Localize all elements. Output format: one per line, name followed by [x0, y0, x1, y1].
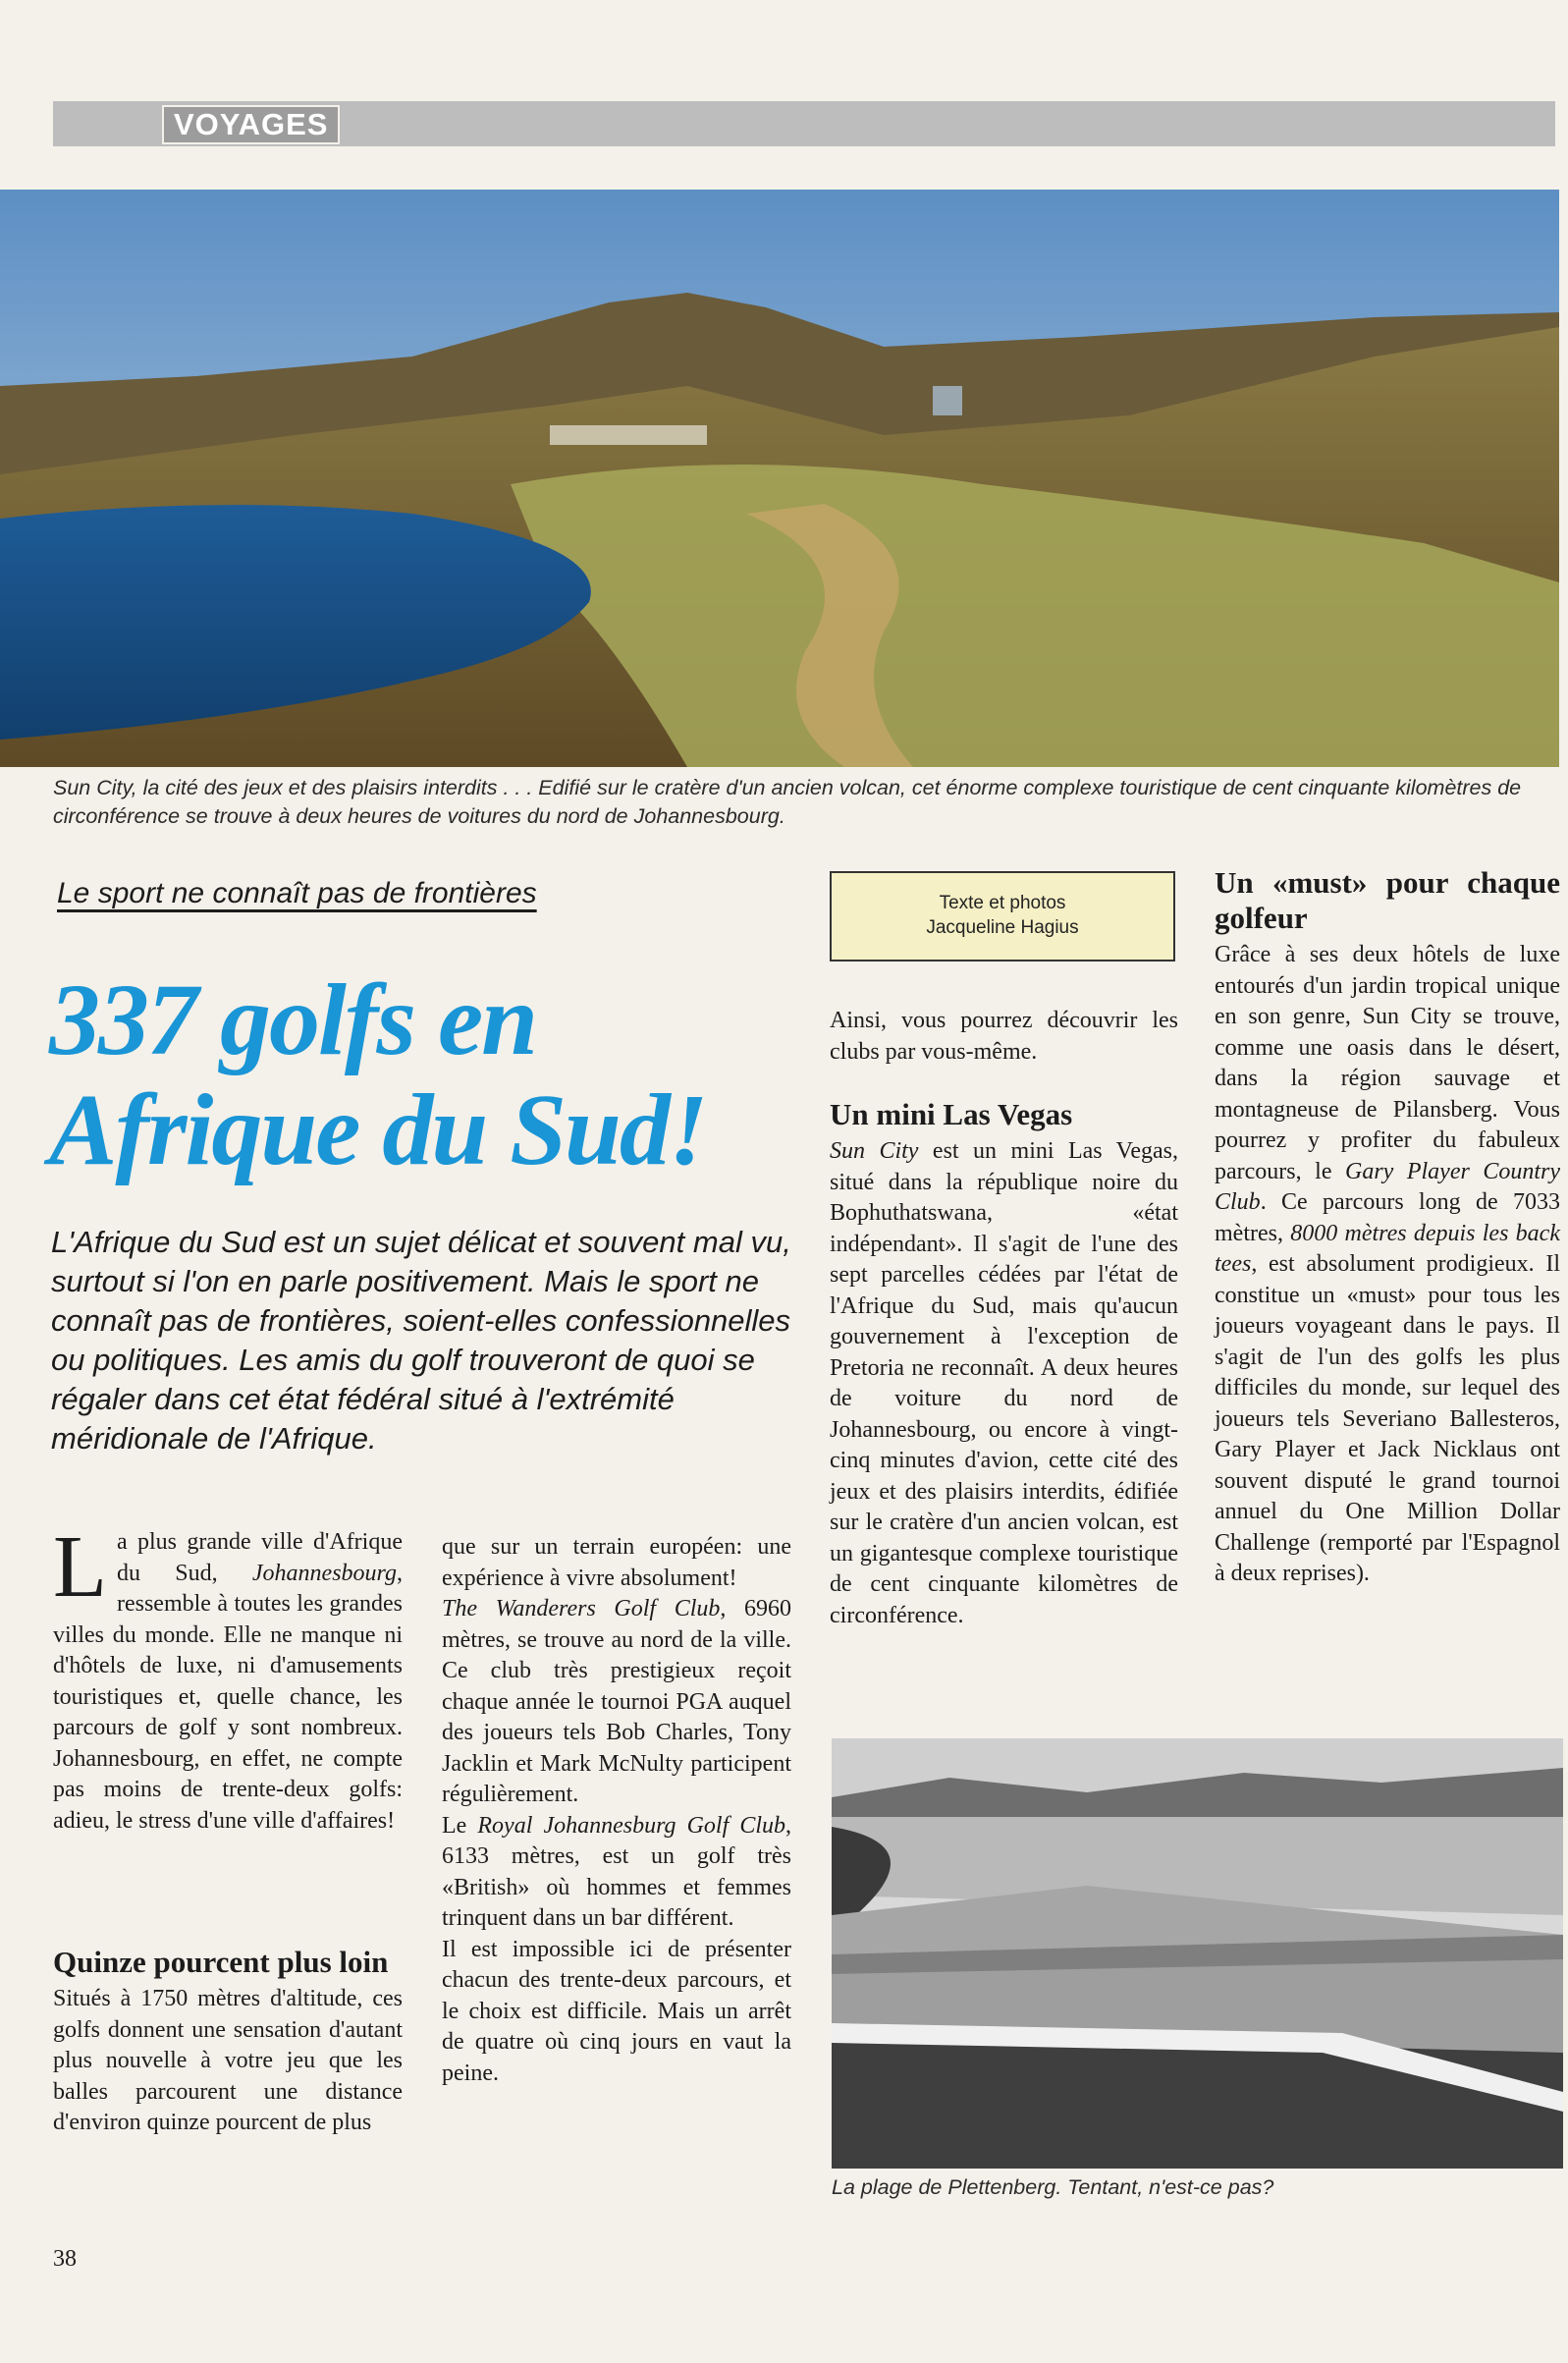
- text-run-italic: The Wanderers Golf Club: [442, 1596, 721, 1621]
- column-3-paragraph-1: Ainsi, vous pourrez découvrir les clubs par vous-même.: [830, 1008, 1178, 1065]
- article-headline: [49, 965, 835, 1185]
- headline-line-1: 337 golfs en: [49, 963, 536, 1076]
- column-2-paragraph-2: [442, 1594, 791, 1811]
- column-3: [830, 1006, 1178, 1631]
- article-intro: L'Afrique du Sud est un sujet délicat et souvent mal vu, surtout si l'on en parle positivement. Mais le sport ne connaît pas de frontières, soient-elles confessionnelles ou politiques. Les amis du golf trouveront de quoi se régaler dans cet état fédéral situé à l'extrémité méridionale de l'Afrique.: [51, 1225, 791, 1456]
- column-4: [1215, 865, 1560, 1590]
- credit-line-2: Jacqueline Hagius: [926, 917, 1079, 938]
- top-photo-caption: Sun City, la cité des jeux et des plaisirs interdits . . . Edifié sur le cratère d'un ancien volcan, cet énorme complexe touristique de cent cinquante kilomètres de circonférence se trouve à deux heures de voitures du nord de Johannesbourg.: [53, 776, 1522, 828]
- text-run-italic: Johannesbourg: [251, 1560, 397, 1586]
- text-run: , 6960 mètres, se trouve au nord de la ville. Ce club très prestigieux reçoit chaque année le tournoi PGA auquel des joueurs tels Bob Charles, Tony Jacklin et Mark McNulty participent régulièrement.: [442, 1596, 791, 1807]
- credit-box: [830, 871, 1175, 962]
- text-run-italic: 8000 mètres depuis les back tees: [1215, 1220, 1560, 1277]
- column-2: [442, 1532, 791, 2089]
- column-2-paragraph-1: que sur un terrain européen: une expérience à vivre absolument!: [442, 1534, 791, 1591]
- column-1-paragraph-2: Situés à 1750 mètres d'altitude, ces golfs donnent une sensation d'autant plus nouvelle à votre jeu que les balles parcourent une distance d'environ quinze pourcent de plus: [53, 1986, 403, 2135]
- plettenberg-beach-photo: [832, 1738, 1563, 2169]
- text-run: Le: [442, 1812, 478, 1839]
- subheading-must: Un «must» pour chaque golfeur: [1215, 865, 1560, 935]
- article-kicker: Le sport ne connaît pas de frontières: [57, 877, 537, 909]
- section-label: VOYAGES: [162, 105, 340, 144]
- page-number: 38: [53, 2246, 77, 2272]
- text-run-italic: Gary Player Country Club: [1215, 1158, 1561, 1215]
- credit-line-1: Texte et photos: [939, 893, 1066, 913]
- text-run: est un mini Las Vegas, situé dans la république noire du Bophuthatswana, «état indépendant». Il s'agit de l'une des sept parcelles cédées par l'état de l'Afrique du Sud, mais qu'aucun gouvernement à l'exception de Pretoria ne reconnaît. A deux heures de voiture du nord de Johannesbourg, ou encore à vingt-cinq minutes d'avion, cette cité des jeux et des plaisirs interdits, édifiée sur le cratère d'un ancien volcan, est un gigantesque complexe touristique de cent cinquante kilomètres de circonférence.: [830, 1138, 1178, 1628]
- text-run: , est absolument prodigieux. Il constitue un «must» pour tous les joueurs voyageant dans le pays. Il s'agit de l'un des golfs les plus difficiles du monde, sur lequel des joueurs tels Severiano Ballesteros, Gary Player et Jack Nicklaus ont souvent disputé le grand tournoi annuel du One Million Dollar Challenge (remporté par l'Espagnol à deux reprises).: [1215, 1251, 1560, 1586]
- text-run-italic: Sun City: [830, 1138, 919, 1164]
- subheading-quinze-pourcent: Quinze pourcent plus loin: [53, 1945, 389, 1979]
- column-1-paragraph-1: [53, 1518, 403, 1837]
- headline-line-2: Afrique du Sud!: [49, 1073, 707, 1186]
- text-run: , 6133 mètres, est un golf très «British» où hommes et femmes trinquent dans un bar différent.: [442, 1812, 792, 1931]
- column-1: [53, 1518, 403, 1837]
- bottom-photo-caption: La plage de Plettenberg. Tentant, n'est-ce pas?: [832, 2175, 1274, 2199]
- column-3-paragraph-2: [830, 1136, 1178, 1631]
- column-2-paragraph-4: Il est impossible ici de présenter chacun des trente-deux parcours, et le choix est difficile. Mais un arrêt de quatre où cinq jours en vaut la peine.: [442, 1936, 791, 2086]
- subheading-mini-las-vegas: Un mini Las Vegas: [830, 1097, 1073, 1131]
- text-run: a plus grande ville d'Afrique du Sud,: [116, 1529, 403, 1586]
- text-run-italic: Royal Johannesburg Golf Club: [477, 1812, 786, 1839]
- column-2-paragraph-3: [442, 1811, 791, 1935]
- text-run: , ressemble à toutes les grandes villes du monde. Elle ne manque ni d'hôtels de luxe, ni d'amusements touristiques et, quelle chance, les parcours de golf y sont nombreux. Johannesbourg, en effet, ne compte pas moins de trente-deux golfs: adieu, le stress d'une ville d'affaires!: [53, 1560, 403, 1834]
- text-run: . Ce parcours long de 7033 mètres,: [1215, 1189, 1560, 1246]
- column-4-paragraph-1: [1215, 940, 1560, 1590]
- column-1-section: [53, 1945, 403, 2139]
- sun-city-aerial-photo: [0, 190, 1559, 767]
- text-run: Grâce à ses deux hôtels de luxe entourés d'un jardin tropical unique en son genre, Sun City se trouve, comme une oasis dans le désert, dans la région sauvage et montagneuse de Pilansberg. Vous pourrez y profiter du fabuleux parcours, le: [1215, 942, 1560, 1184]
- drop-cap: L: [53, 1518, 107, 1616]
